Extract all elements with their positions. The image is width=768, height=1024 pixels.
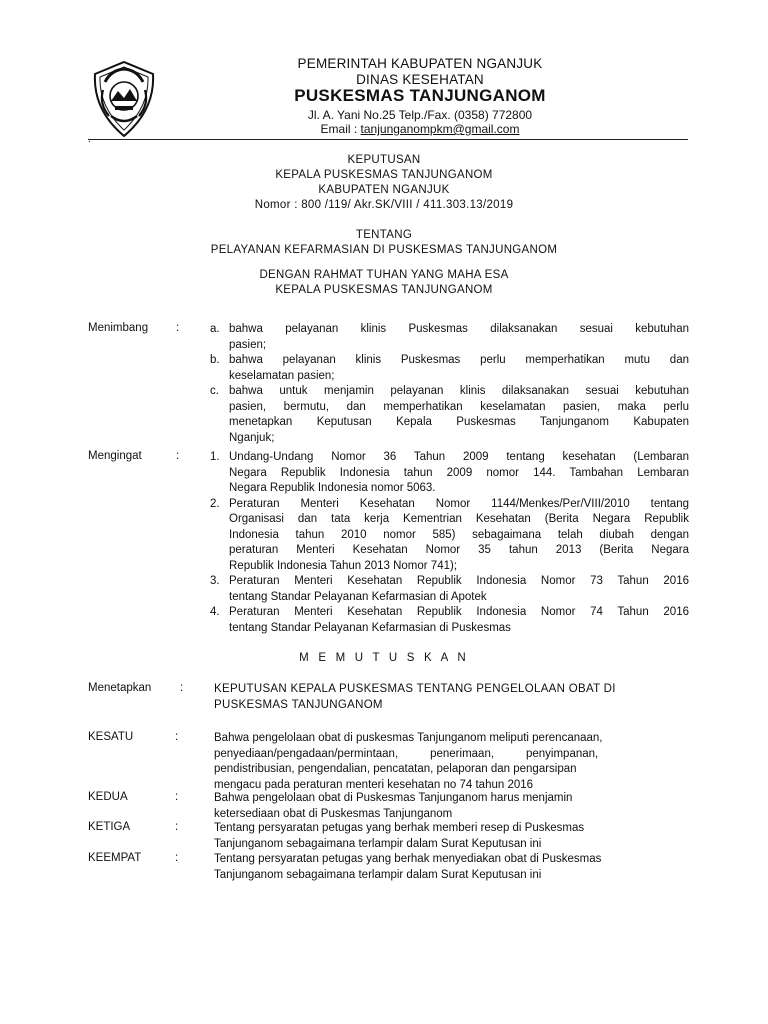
list-line: Peraturan Menteri Kesehatan Republik Indonesia Nomor 74 Tahun 2016 (229, 606, 689, 618)
dictum-label: KETIGA (88, 821, 131, 833)
mengingat-colon: : (176, 450, 180, 462)
institution-title: PUSKESMAS TANJUNGANOM (294, 86, 546, 105)
decree-head: KEPALA PUSKESMAS TANJUNGANOM (275, 284, 493, 296)
dictum-line: Tentang persyaratan petugas yang berhak memberi resep di Puskesmas (214, 822, 585, 834)
decree-grace: DENGAN RAHMAT TUHAN YANG MAHA ESA (259, 269, 509, 281)
letterhead-rule (88, 139, 688, 140)
email-label: Email : (320, 122, 361, 136)
list-marker: 1. (210, 451, 220, 463)
dictum-line: Bahwa pengelolaan obat di Puskesmas Tanjunganom harus menjamin (214, 792, 573, 804)
list-marker: 3. (210, 575, 220, 587)
list-line: Nganjuk; (229, 431, 275, 444)
list-line: bahwa pelayanan klinis Puskesmas perlu memperhatikan mutu dan (229, 354, 689, 366)
menimbang-label: Menimbang (88, 322, 149, 334)
dictum-label: KEEMPAT (88, 852, 142, 864)
decree-about: TENTANG (355, 229, 413, 241)
regency-emblem-icon (91, 60, 157, 138)
list-text (229, 574, 689, 605)
list-marker: a. (210, 323, 220, 335)
menetapkan-line: PUSKESMAS TANJUNGANOM (214, 698, 383, 711)
dictum-text (214, 821, 687, 852)
dictum-label: KESATU (88, 731, 134, 743)
stray-mark: . (88, 134, 91, 145)
dictum-line: Tanjunganom sebagaimana terlampir dalam Surat Keputusan ini (214, 837, 542, 850)
list-line: Peraturan Menteri Kesehatan Nomor 1144/Menkes/Per/VIII/2010 tentang (229, 497, 689, 510)
list-line: tentang Standar Pelayanan Kefarmasian di Apotek (229, 590, 487, 603)
government-name: PEMERINTAH KABUPATEN NGANJUK (297, 56, 543, 71)
dictum-text (214, 791, 687, 822)
dictum-colon: : (175, 821, 179, 833)
dictum-colon: : (175, 791, 179, 803)
agency-name: DINAS KESEHATAN (356, 72, 484, 87)
list-text (229, 497, 689, 575)
list-text (229, 322, 689, 353)
dictum-line: Tanjunganom sebagaimana terlampir dalam Surat Keputusan ini (214, 868, 542, 881)
list-line: keselamatan pasien; (229, 369, 335, 382)
decree-region: KABUPATEN NGANJUK (318, 184, 450, 196)
dictum-line: Bahwa pengelolaan obat di puskesmas Tanjunganom meliputi perencanaan, (214, 732, 603, 744)
dictum-text (214, 852, 687, 883)
list-line: menetapkan Keputusan Kepala Puskesmas Tanjunganom Kabupaten (229, 416, 689, 428)
list-marker: 4. (210, 606, 220, 618)
email-link[interactable]: tanjunganompkm@gmail.com (360, 122, 520, 136)
menetapkan-colon: : (180, 682, 184, 694)
list-line: tentang Standar Pelayanan Kefarmasian di Puskesmas (229, 621, 511, 634)
decree-number: Nomor : 800 /119/ Akr.SK/VIII / 411.303.13/2019 (254, 199, 514, 211)
list-line: peraturan Menteri Kesehatan Nomor 35 tahun 2013 (Berita Negara (229, 544, 689, 556)
decree-issuer: KEPALA PUSKESMAS TANJUNGANOM (275, 169, 493, 181)
decree-heading: KEPUTUSAN (347, 154, 421, 166)
list-line: Peraturan Menteri Kesehatan Republik Indonesia Nomor 73 Tahun 2016 (229, 575, 689, 587)
institution-email (220, 122, 620, 136)
list-line: Organisasi dan tata kerja Kementrian Kesehatan (Berita Negara Republik (229, 513, 689, 525)
list-line: Undang-Undang Nomor 36 Tahun 2009 tentang kesehatan (Lembaran (229, 451, 689, 463)
list-line: pasien; (229, 338, 267, 351)
dictum-line: penyediaan/pengadaan/permintaan, penerimaan, penyimpanan, (214, 747, 599, 760)
list-text (229, 450, 689, 497)
list-text (229, 605, 689, 636)
dictum-line: pendistribusian, pengendalian, pencatatan, pelaporan dan pengarsipan (214, 763, 577, 775)
list-line: bahwa pelayanan klinis Puskesmas dilaksanakan sesuai kebutuhan (229, 323, 689, 335)
menimbang-colon: : (176, 322, 180, 334)
memutuskan-heading: M E M U T U S K A N (299, 652, 469, 664)
menetapkan-text (214, 682, 687, 713)
dictum-colon: : (175, 852, 179, 864)
list-line: Negara Republik Indonesia tahun 2009 nomor 144. Tambahan Lembaran (229, 466, 689, 479)
list-line: Republik Indonesia Tahun 2013 Nomor 741); (229, 559, 458, 572)
menetapkan-label: Menetapkan (88, 682, 152, 694)
dictum-line: Tentang persyaratan petugas yang berhak menyediakan obat di Puskesmas (214, 853, 602, 865)
list-text (229, 384, 689, 446)
list-marker: 2. (210, 497, 220, 510)
decree-subject: PELAYANAN KEFARMASIAN DI PUSKESMAS TANJUNGANOM (210, 244, 558, 256)
list-text (229, 353, 689, 384)
dictum-line: ketersediaan obat di Puskesmas Tanjunganom (214, 807, 453, 820)
dictum-line: mengacu pada peraturan menteri kesehatan no 74 tahun 2016 (214, 778, 534, 791)
menetapkan-line: KEPUTUSAN KEPALA PUSKESMAS TENTANG PENGELOLAAN OBAT DI (214, 683, 616, 695)
list-marker: c. (210, 385, 219, 397)
mengingat-label: Mengingat (88, 450, 142, 462)
institution-address: Jl. A. Yani No.25 Telp./Fax. (0358) 772800 (307, 108, 533, 122)
list-line: bahwa untuk menjamin pelayanan klinis dilaksanakan sesuai kebutuhan (229, 385, 689, 397)
dictum-colon: : (175, 731, 179, 743)
list-line: Negara Republik Indonesia nomor 5063. (229, 482, 436, 494)
list-marker: b. (210, 354, 220, 366)
dictum-text (214, 731, 687, 793)
list-line: Indonesia tahun 2010 nomor 585) sebagaimana telah diubah dengan (229, 528, 689, 541)
dictum-label: KEDUA (88, 791, 128, 803)
list-line: pasien, bermutu, dan memperhatikan keselamatan pasien, maka perlu (229, 400, 689, 413)
